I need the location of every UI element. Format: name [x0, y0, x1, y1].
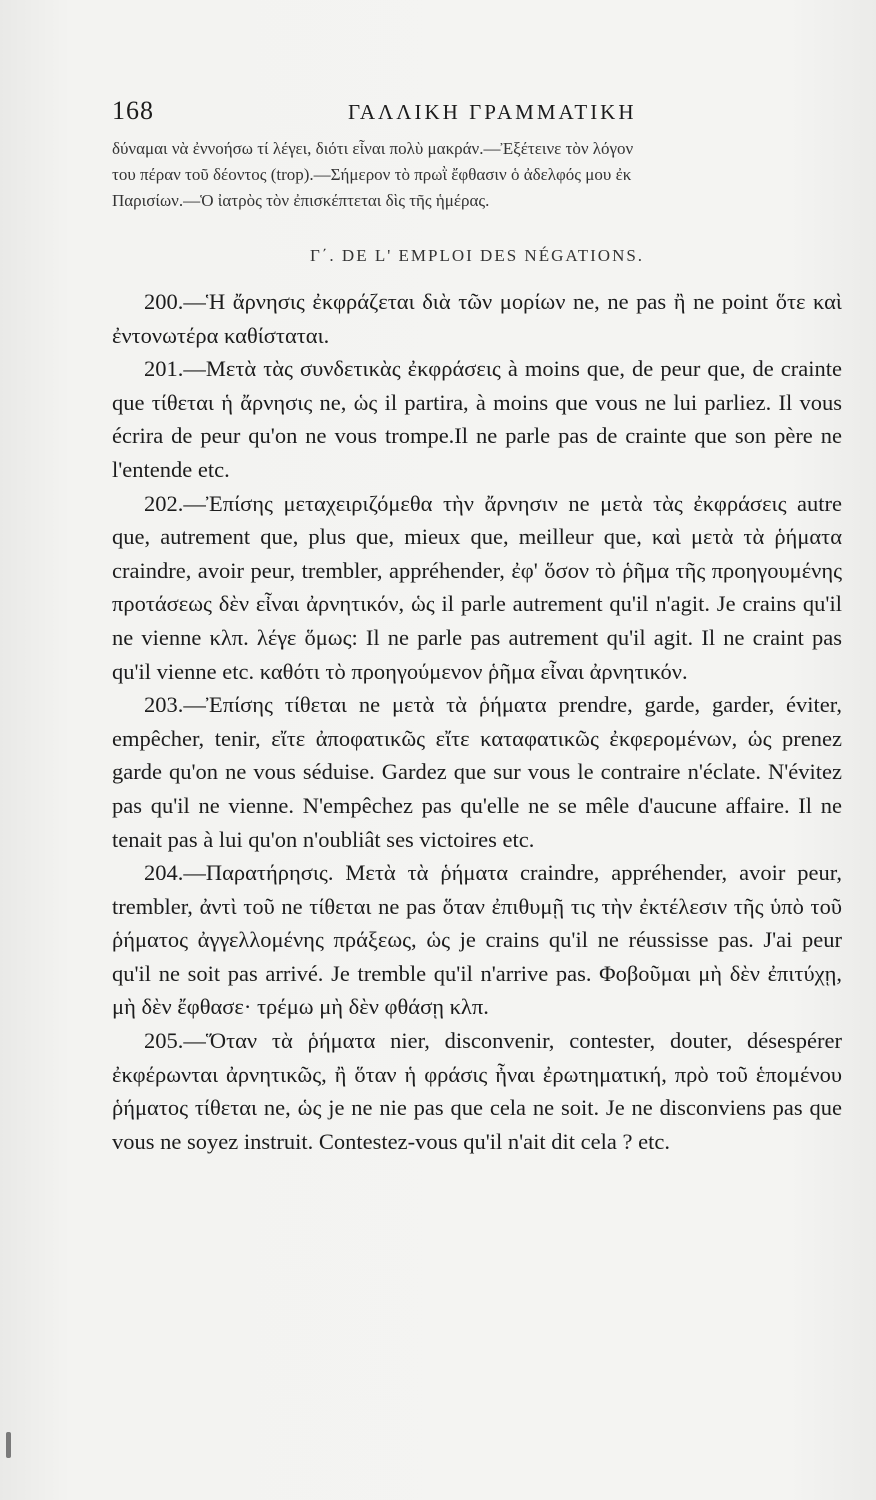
paragraph-204: 204.—Παρατήρησις. Μετὰ τὰ ῥήματα craindre, appréhender, avoir peur, trembler, ἀντὶ τοῦ ne τίθεται ne pas ὅταν ἐπιθυμῇ τις τὴν ἐκτέλεσιν τῆς ὑπὸ τοῦ ῥήματος ἀγγελλομένης πράξεως, ὡς je crains qu'il ne réussisse pas. J'ai peur qu'il ne soit pas arrivé. Je tremble qu'il n'arrive pas. Φοβοῦμαι μὴ δὲν ἐπιτύχῃ, μὴ δὲν ἔφθασε· τρέμω μὴ δὲν φθάσῃ κλπ. [112, 860, 842, 1020]
margin-ink-mark [6, 1432, 11, 1458]
page-number: 168 [112, 96, 154, 125]
running-title: ΓΑΛΛΙΚΗ ΓΡΑΜΜΑΤΙΚΗ [348, 100, 637, 124]
intro-line: Παρισίων.—Ὁ ἰατρὸς τὸν ἐπισκέπτεται δὶς τῆς ἡμέρας. [112, 191, 490, 210]
section-title: Γ΄. DE L' EMPLOI DES NÉGATIONS. [309, 246, 645, 265]
paragraph-202: 202.—Ἐπίσης μεταχειριζόμεθα τὴν ἄρνησιν ne μετὰ τὰς ἐκφράσεις autre que, autrement que, plus que, mieux que, meilleur que, καὶ μετὰ τὰ ῥήματα craindre, avoir peur, trembler, appréhender, ἐφ' ὅσον τὸ ῥῆμα τῆς προηγουμένης προτάσεως δὲν εἶναι ἀρνητικόν, ὡς il parle autrement qu'il n'agit. Je crains qu'il ne vienne κλπ. λέγε ὅμως: Il ne parle pas autrement qu'il agit. Il ne craint pas qu'il vienne etc. καθότι τὸ προηγούμενον ῥῆμα εἶναι ἀρνητικόν. [112, 490, 842, 684]
intro-text [112, 136, 842, 214]
paragraph-203: 203.—Ἐπίσης τίθεται ne μετὰ τὰ ῥήματα prendre, garde, garder, éviter, empêcher, tenir, εἴτε ἀποφατικῶς εἴτε καταφατικῶς ἐκφερομένων, ὡς prenez garde qu'on ne vous séduise. Gardez que sur vous le contraire n'éclate. N'évitez pas qu'il ne vienne. N'empêchez pas qu'elle ne se mêle d'aucune affaire. Il ne tenait pas à lui qu'on n'oubliât ses victoires etc. [112, 692, 842, 852]
body-text [112, 285, 842, 1158]
paragraph-205: 205.—Ὅταν τὰ ῥήματα nier, disconvenir, contester, douter, désespérer ἐκφέρωνται ἀρνητικῶς, ἢ ὅταν ἡ φράσις ἦναι ἐρωτηματική, πρὸ τοῦ ἑπομένου ῥήματος τίθεται ne, ὡς je ne nie pas que cela ne soit. Je ne disconviens pas que vous ne soyez instruit. Contestez-vous qu'il n'ait dit cela ? etc. [112, 1028, 842, 1154]
paragraph-201: 201.—Μετὰ τὰς συνδετικὰς ἐκφράσεις à moins que, de peur que, de crainte que τίθεται ἡ ἄρνησις ne, ὡς il partira, à moins que vous ne lui parliez. Il vous écrira de peur qu'on ne vous trompe.Il ne parle pas de crainte que son père ne l'entende etc. [112, 356, 842, 482]
paragraph-200: 200.—Ἡ ἄρνησις ἐκφράζεται διὰ τῶν μορίων ne, ne pas ἢ ne point ὅτε καὶ ἐντονωτέρα καθίσταται. [112, 289, 842, 348]
intro-line: του πέραν τοῦ δέοντος (trop).—Σήμερον τὸ πρωῒ ἔφθασιν ὁ ἀδελφός μου ἐκ [112, 165, 632, 184]
intro-line: δύναμαι νὰ ἐννοήσω τί λέγει, διότι εἶναι πολὺ μακράν.—Ἐξέτεινε τὸν λόγον [112, 139, 634, 158]
page-header [112, 96, 842, 136]
